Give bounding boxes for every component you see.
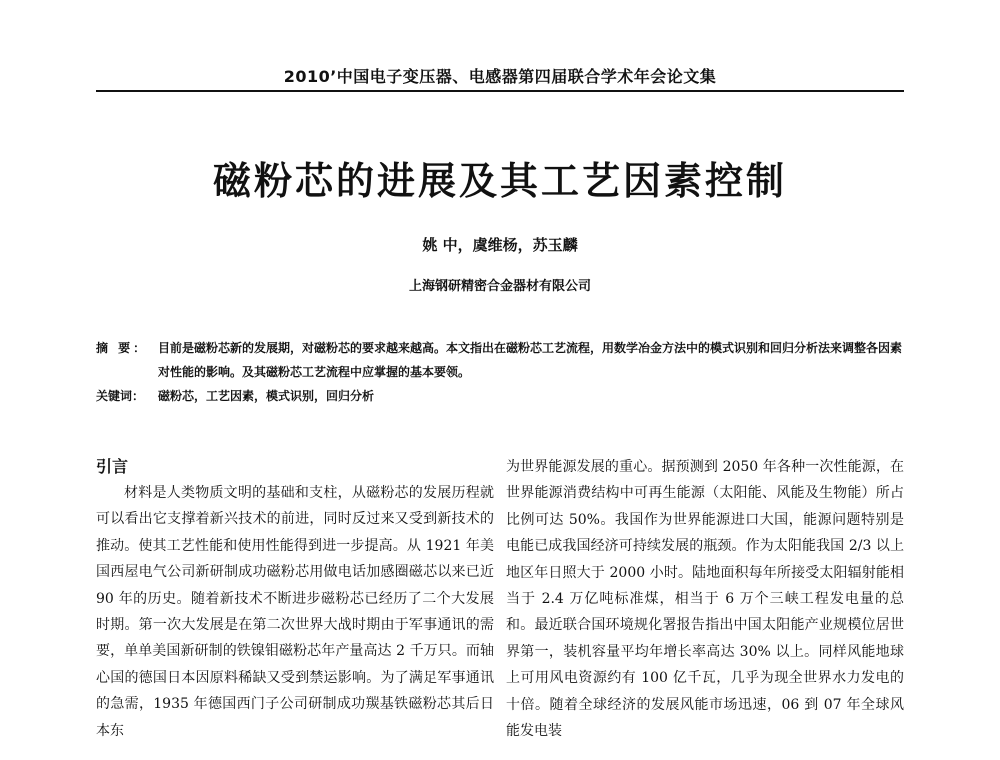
author-affiliation: 上海钢研精密合金器材有限公司 (408, 279, 591, 294)
right-column (506, 454, 904, 744)
right-column-paragraph: 为世界能源发展的重心。据预测到 2050 年各种一次性能源，在世界能源消费结构中可再生能源（太阳能、风能及生物能）所占比例可达 50%。我国作为世界能源进口大国，能源问题特别是电能已成我国经济可持续发展的瓶颈。作为太阳能我国 2/3 以上地区年日照大于 2000 小时。陆地面积每年所接受太阳辐射能相当于 2.4 万亿吨标准煤，相当于 6 万个三峡工程发电量的总和。最近联合国环境规化署报告指出中国太阳能产业规模位居世界第一，装机容量平均年增长率高达 30% 以上。同样风能地球上可用风电资源约有 100 亿千瓦，几乎为现全世界水力发电的十倍。随着全球经济的发展风能市场迅速，06 到 07 年全球风能发电装 (506, 459, 904, 740)
keywords-text: 磁粉芯，工艺因素，模式识别，回归分析 (158, 389, 375, 403)
section-heading-introduction: 引言 (96, 457, 129, 476)
keywords-label: 关键词： (96, 389, 145, 403)
left-column (96, 454, 494, 744)
header-divider (96, 90, 904, 92)
article-authors: 姚 中，虞维杨，苏玉麟 (422, 236, 578, 254)
abstract-label: 摘 要： (96, 341, 149, 355)
proceedings-title: 2010’中国电子变压器、电感器第四届联合学术年会论文集 (283, 67, 717, 86)
article-title: 磁粉芯的进展及其工艺因素控制 (212, 159, 787, 203)
abstract-text: 目前是磁粉芯新的发展期，对磁粉芯的要求越来越高。本文指出在磁粉芯工艺流程，用数学冶金方法中的模式识别和回归分析法来调整各因素对性能的影响。及其磁粉芯工艺流程中应掌握的基本要领。 (158, 341, 903, 379)
introduction-paragraph: 材料是人类物质文明的基础和支柱，从磁粉芯的发展历程就可以看出它支撑着新兴技术的前进，同时反过来又受到新技术的推动。使其工艺性能和使用性能得到进一步提高。从 1921 年美国西屋电气公司新研制成功磁粉芯用做电话加感圈磁芯以来已近 90 年的历史。随着新技术不断进步磁粉芯已经历了二个大发展时期。第一次大发展是在第二次世界大战时期由于军事通讯的需要，单单美国新研制的铁镍钼磁粉芯年产量高达 2 千万只。而轴心国的德国日本因原料稀缺又受到禁运影响。为了满足军事通讯的急需，1935 年德国西门子公司研制成功羰基铁磁粉芯其后日本东 (96, 485, 494, 739)
